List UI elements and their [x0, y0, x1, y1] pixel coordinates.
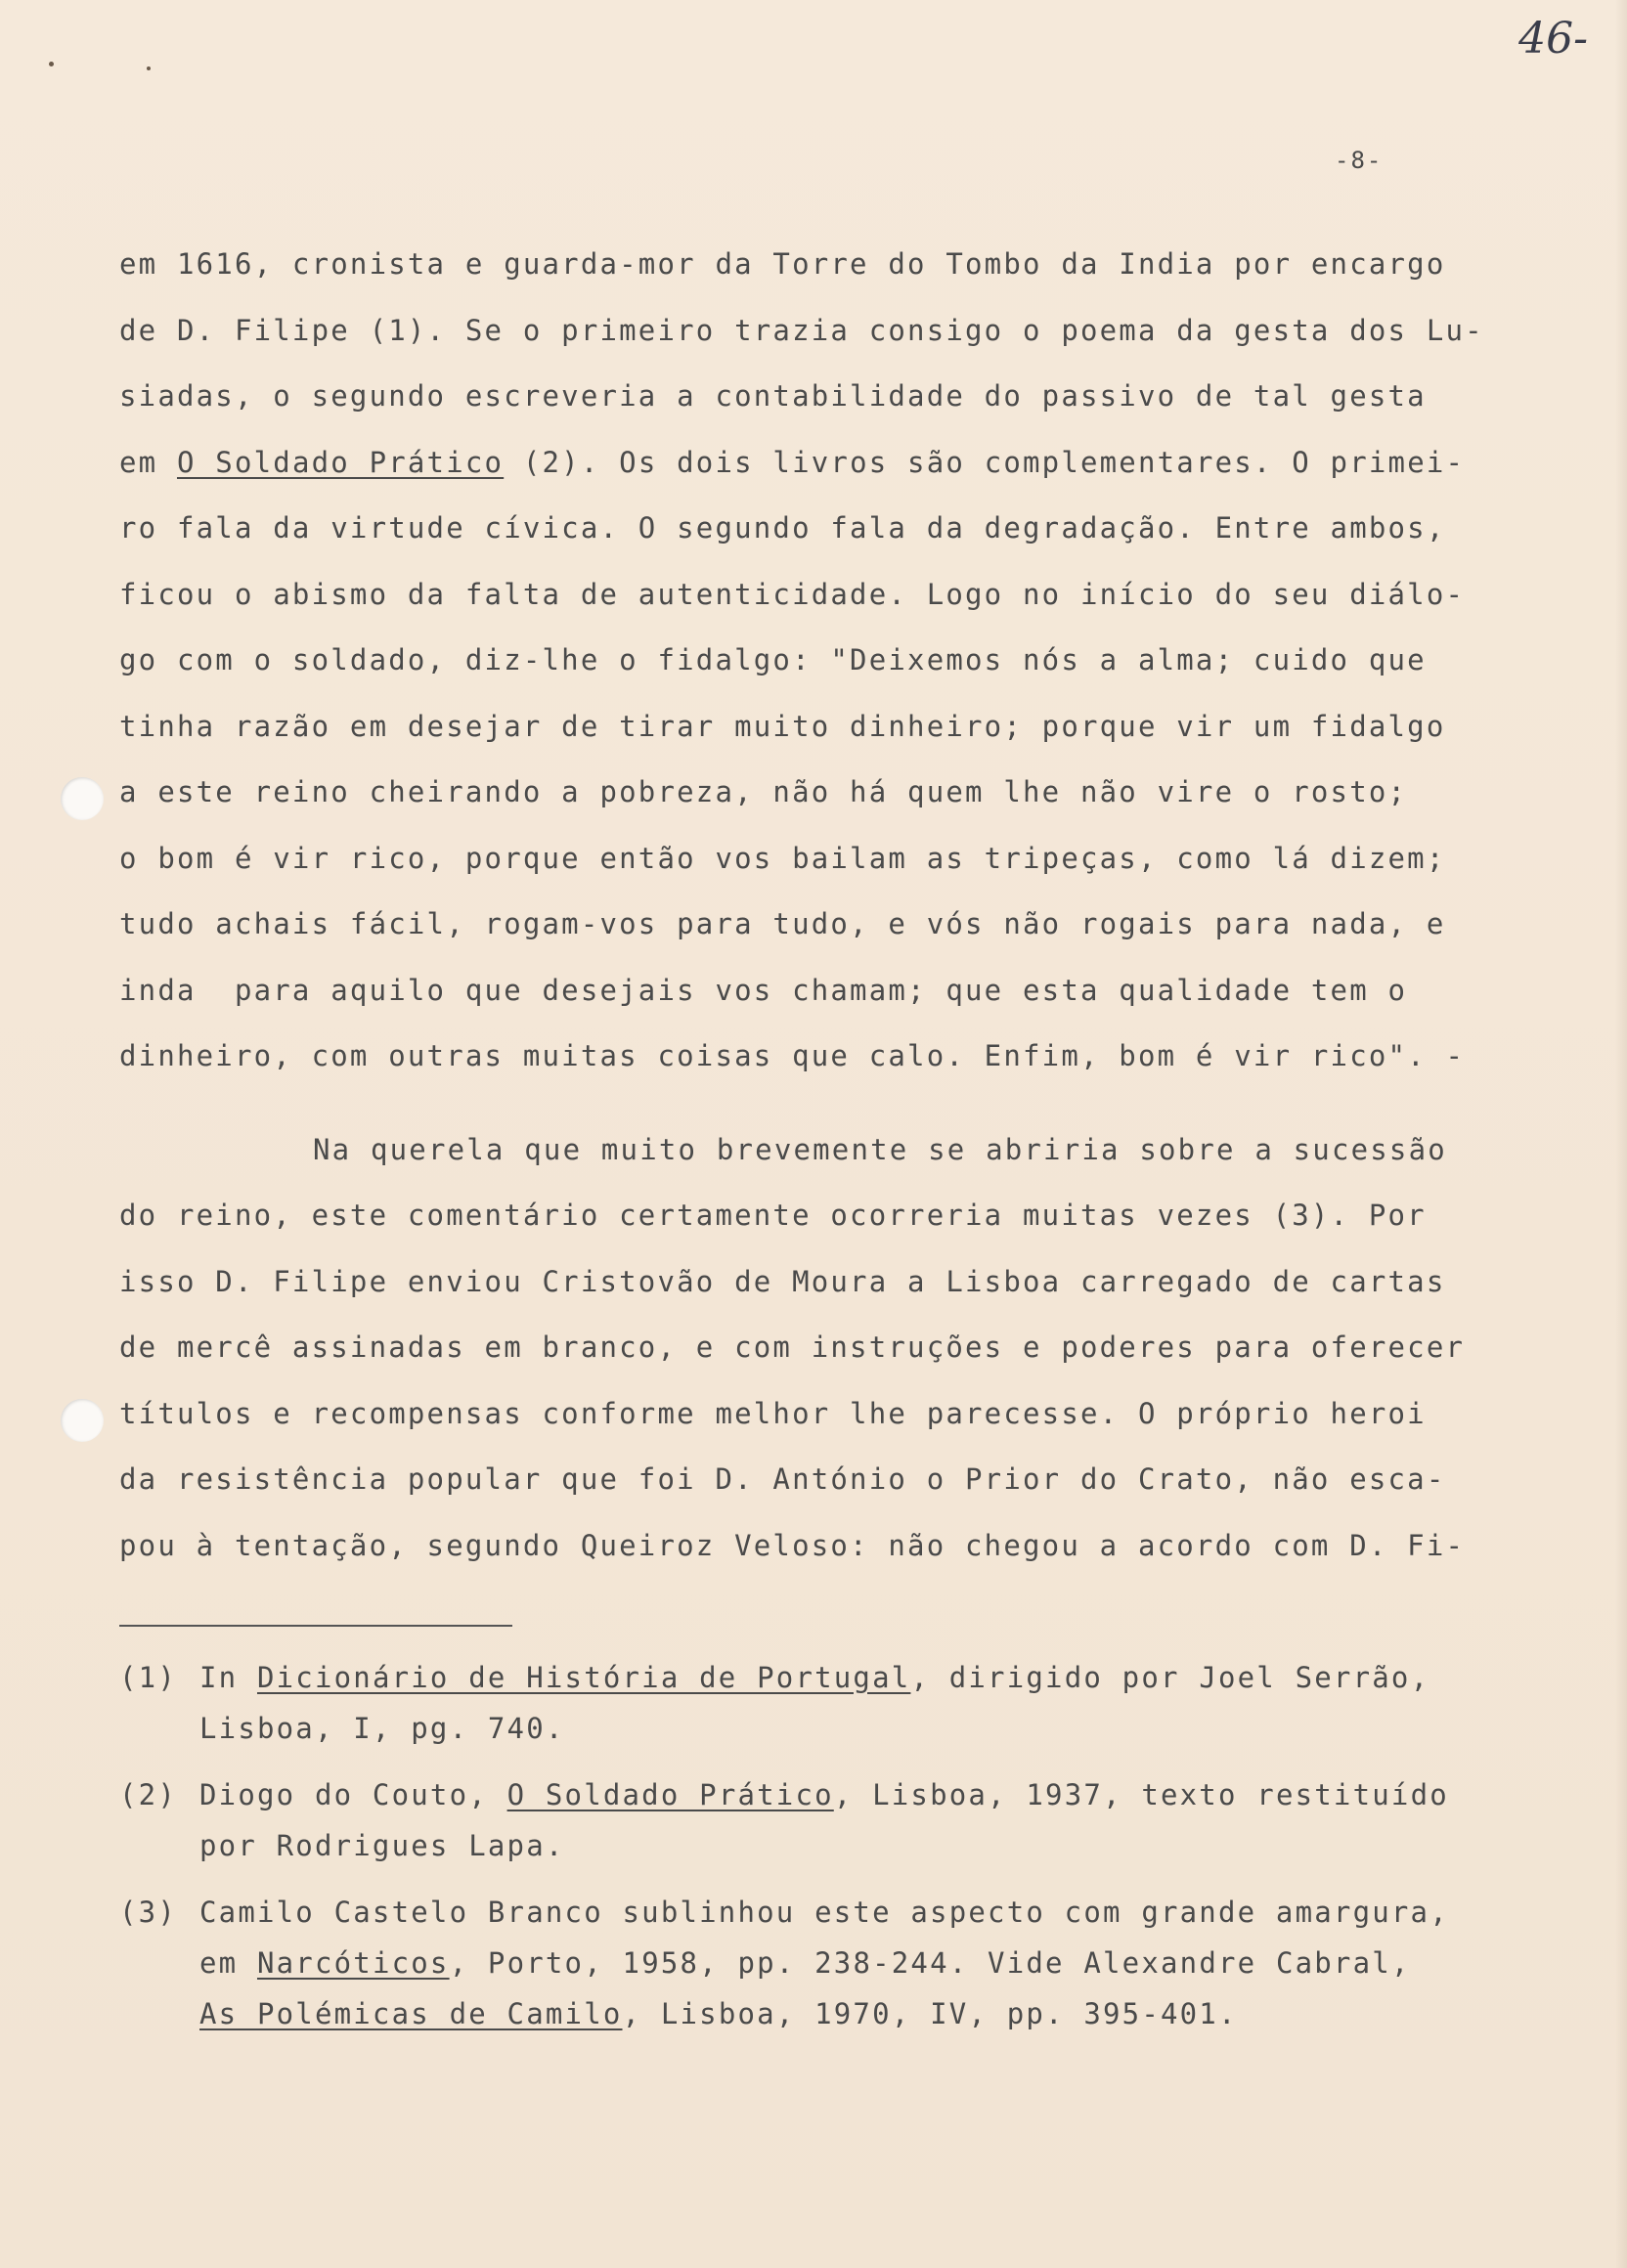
text-line: da resistência popular que foi D. António o Prior do Crato, não esca-	[119, 1462, 1446, 1496]
paper-speck	[147, 66, 151, 70]
text-line: de D. Filipe (1). Se o primeiro trazia consigo o poema da gesta dos Lu-	[119, 313, 1484, 347]
text-span: , Lisboa, 1937, texto restituído	[833, 1778, 1449, 1811]
text-line	[119, 437, 1508, 503]
text-line: pou à tentação, segundo Queiroz Veloso: não chegou a acordo com D. Fi-	[119, 1528, 1466, 1562]
text-line: ficou o abismo da falta de autenticidade. Logo no início do seu diálo-	[119, 577, 1466, 611]
book-title-underlined: Narcóticos	[256, 1946, 450, 1980]
body-text	[119, 239, 1508, 1586]
page-edge-shadow	[1615, 0, 1627, 2268]
text-line: de mercê assinadas em branco, e com instruções e poderes para oferecer	[119, 1330, 1466, 1364]
text-span: Diogo do Couto,	[199, 1778, 507, 1811]
footnote-number: (2)	[119, 1778, 177, 1811]
text-line: a este reino cheirando a pobreza, não há quem lhe não vire o rosto;	[119, 775, 1408, 808]
text-span: , Porto, 1958, pp. 238-244. Vide Alexandre Cabral,	[449, 1946, 1411, 1980]
footnote-line: por Rodrigues Lapa.	[199, 1829, 565, 1862]
footnote-line	[119, 1938, 1508, 1988]
text-span: , dirigido por Joel Serrão,	[910, 1661, 1430, 1694]
footnote-line	[119, 1988, 1508, 2039]
text-line: Na querela que muito brevemente se abriria sobre a sucessão	[313, 1132, 1447, 1166]
text-span: , Lisboa, 1970, IV, pp. 395-401.	[622, 1997, 1238, 2030]
paper-speck	[49, 62, 54, 66]
footnote-line	[119, 1652, 1508, 1703]
text-line: siadas, o segundo escreveria a contabilidade do passivo de tal gesta	[119, 379, 1427, 413]
text-span: em	[119, 445, 177, 479]
text-line: dinheiro, com outras muitas coisas que calo. Enfim, bom é vir rico". -	[119, 1039, 1466, 1072]
book-title-underlined: O Soldado Prático	[176, 445, 505, 479]
footnote-line: Lisboa, I, pg. 740.	[199, 1712, 565, 1745]
text-span: (2). Os dois livros são complementares. O primei-	[504, 445, 1466, 479]
text-span: In	[199, 1661, 257, 1694]
text-line: títulos e recompensas conforme melhor lhe parecesse. O próprio heroi	[119, 1396, 1427, 1430]
page-number: -8-	[1335, 147, 1384, 174]
text-line: isso D. Filipe enviou Cristovão de Moura a Lisboa carregado de cartas	[119, 1264, 1446, 1298]
footnote-2	[119, 1769, 1508, 1871]
footnote-number: (3)	[119, 1896, 177, 1929]
footnote-1	[119, 1652, 1508, 1754]
text-span: Camilo Castelo Branco sublinhou este aspecto com grande amargura,	[199, 1896, 1449, 1929]
footnotes	[119, 1652, 1508, 2055]
book-title-underlined: O Soldado Prático	[506, 1778, 834, 1811]
punch-hole-bottom	[61, 1399, 104, 1442]
text-line: do reino, este comentário certamente ocorreria muitas vezes (3). Por	[119, 1199, 1427, 1232]
book-title-underlined: As Polémicas de Camilo	[199, 1997, 623, 2030]
text-line: ro fala da virtude cívica. O segundo fala da degradação. Entre ambos,	[119, 511, 1446, 545]
footnote-number: (1)	[119, 1661, 177, 1694]
text-span: em	[199, 1946, 257, 1980]
footnote-line	[119, 1769, 1508, 1820]
text-line: tudo achais fácil, rogam-vos para tudo, e vós não rogais para nada, e	[119, 907, 1446, 940]
text-line: go com o soldado, diz-lhe o fidalgo: "Deixemos nós a alma; cuido que	[119, 643, 1427, 676]
footnote-separator	[119, 1625, 512, 1627]
footnote-line	[119, 1887, 1508, 1938]
punch-hole-top	[61, 777, 104, 820]
text-line: o bom é vir rico, porque então vos bailam as tripeças, como lá dizem;	[119, 841, 1446, 875]
text-line: em 1616, cronista e guarda-mor da Torre do Tombo da India por encargo	[119, 247, 1446, 281]
footnote-3	[119, 1887, 1508, 2039]
text-line: inda para aquilo que desejais vos chamam; que esta qualidade tem o	[119, 973, 1408, 1007]
book-title-underlined: Dicionário de História de Portugal	[256, 1661, 911, 1694]
text-line: tinha razão em desejar de tirar muito dinheiro; porque vir um fidalgo	[119, 709, 1446, 743]
handwritten-folio-number: 46-	[1518, 14, 1588, 64]
